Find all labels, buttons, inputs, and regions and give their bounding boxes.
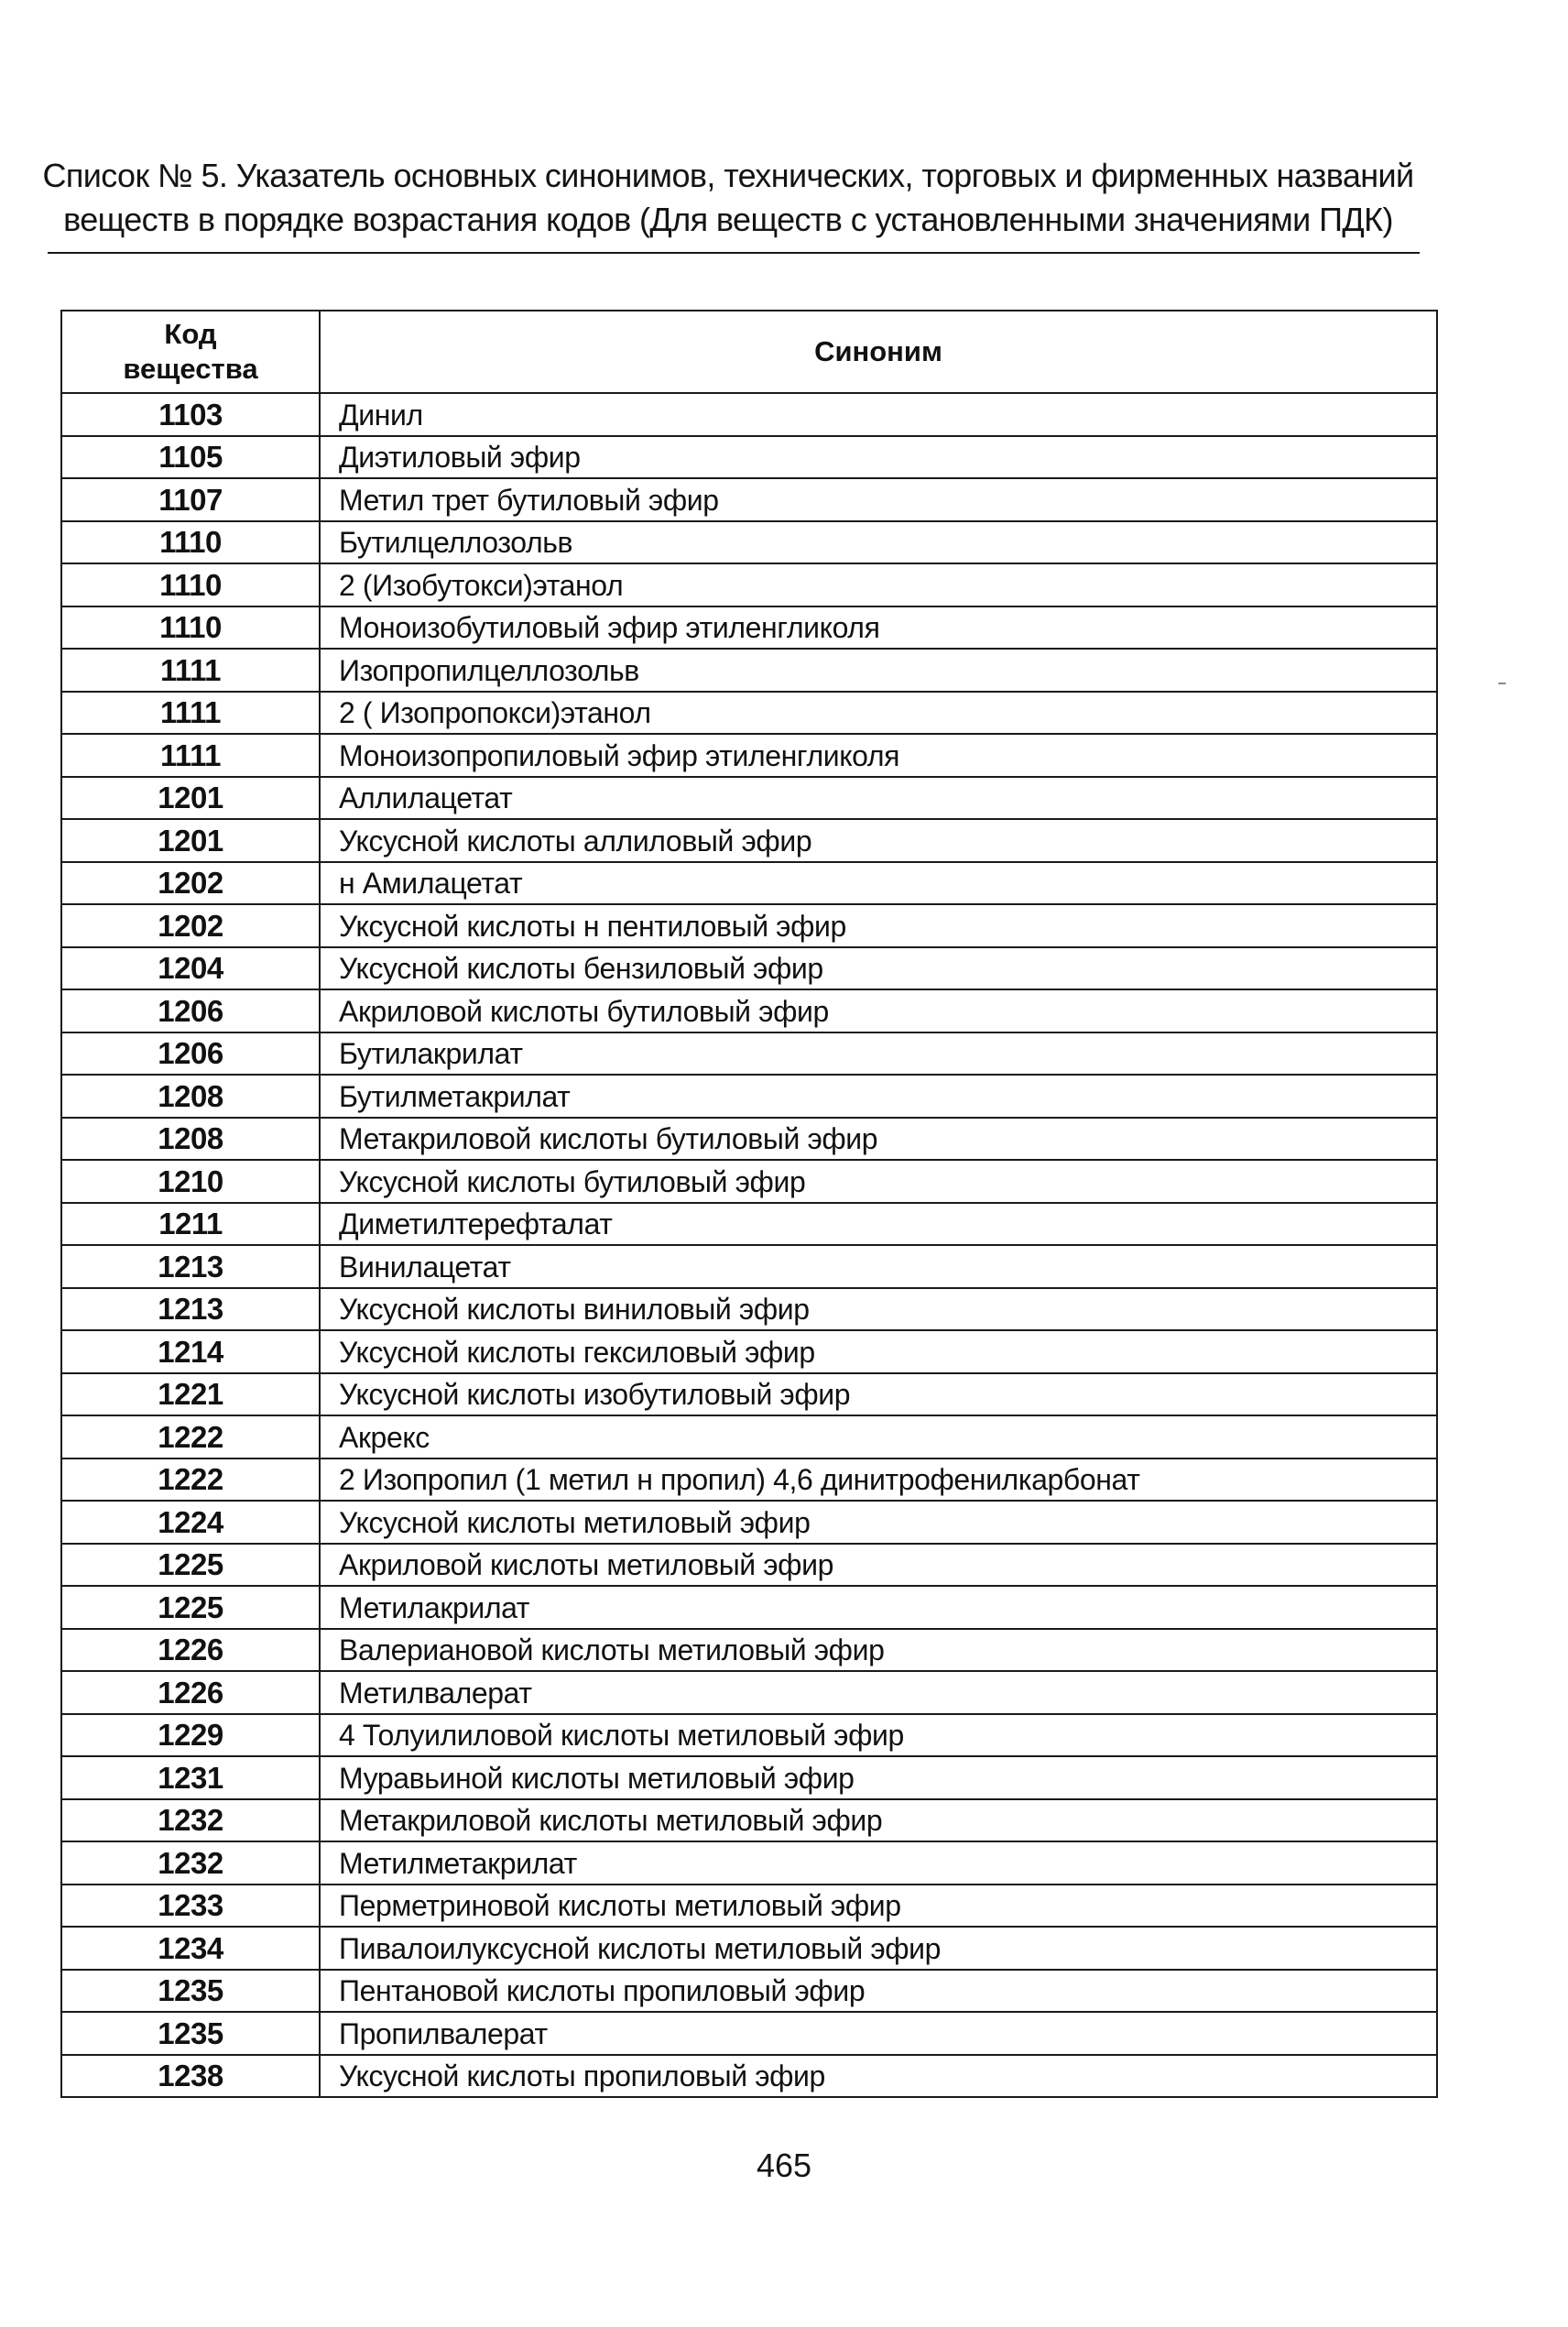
substance-code-cell: 1110 [61, 521, 320, 564]
table-row [61, 1203, 1437, 1246]
header-code-line-1: Код [164, 318, 217, 350]
synonym-cell: Валериановой кислоты метиловый эфир [320, 1629, 1437, 1672]
substance-code-cell: 1232 [61, 1841, 320, 1885]
table-row [61, 1415, 1437, 1458]
synonym-cell: 4 Толуилиловой кислоты метиловый эфир [320, 1714, 1437, 1757]
substance-code-cell: 1234 [61, 1927, 320, 1970]
table-row [61, 606, 1437, 650]
synonym-cell: Перметриновой кислоты метиловый эфир [320, 1885, 1437, 1928]
substance-code-cell: 1206 [61, 1032, 320, 1076]
table-row [61, 1245, 1437, 1288]
synonym-cell: Уксусной кислоты метиловый эфир [320, 1501, 1437, 1544]
synonym-table [60, 310, 1438, 2098]
synonym-cell: Уксусной кислоты бензиловый эфир [320, 947, 1437, 990]
table-row [61, 1756, 1437, 1799]
substance-code-cell: 1213 [61, 1288, 320, 1331]
synonym-cell: Метилвалерат [320, 1671, 1437, 1714]
substance-code-cell: 1202 [61, 904, 320, 947]
synonym-cell: Моноизопропиловый эфир этиленгликоля [320, 734, 1437, 777]
substance-code-cell: 1238 [61, 2055, 320, 2098]
table-row [61, 1927, 1437, 1970]
table-row [61, 1544, 1437, 1587]
synonym-cell: Уксусной кислоты н пентиловый эфир [320, 904, 1437, 947]
synonym-cell: Акриловой кислоты метиловый эфир [320, 1544, 1437, 1587]
synonym-cell: Уксусной кислоты изобутиловый эфир [320, 1373, 1437, 1416]
page-number: 465 [756, 2147, 812, 2184]
substance-code-cell: 1110 [61, 563, 320, 606]
table-row [61, 1714, 1437, 1757]
synonym-cell: Бутилцеллозольв [320, 521, 1437, 564]
table-row [61, 1841, 1437, 1885]
synonym-cell: 2 (Изобутокси)этанол [320, 563, 1437, 606]
substance-code-cell: 1208 [61, 1075, 320, 1118]
substance-code-cell: 1201 [61, 819, 320, 862]
synonym-cell: Акриловой кислоты бутиловый эфир [320, 989, 1437, 1032]
table-row [61, 563, 1437, 606]
synonym-cell: Аллилацетат [320, 777, 1437, 820]
substance-code-cell: 1222 [61, 1458, 320, 1502]
table-row [61, 436, 1437, 479]
header-code-line-2: вещества [123, 353, 258, 385]
substance-code-cell: 1221 [61, 1373, 320, 1416]
substance-code-cell: 1202 [61, 862, 320, 905]
synonym-cell: Уксусной кислоты аллиловый эфир [320, 819, 1437, 862]
substance-code-cell: 1103 [61, 393, 320, 436]
synonym-cell: Винилацетат [320, 1245, 1437, 1288]
substance-code-cell: 1214 [61, 1330, 320, 1373]
synonym-cell: Уксусной кислоты бутиловый эфир [320, 1160, 1437, 1203]
substance-code-cell: 1226 [61, 1629, 320, 1672]
substance-code-cell: 1233 [61, 1885, 320, 1928]
table-row [61, 1885, 1437, 1928]
substance-code-cell: 1226 [61, 1671, 320, 1714]
table-row [61, 989, 1437, 1032]
substance-code-cell: 1201 [61, 777, 320, 820]
synonym-cell: Диметилтерефталат [320, 1203, 1437, 1246]
substance-code-cell: 1222 [61, 1415, 320, 1458]
table-row [61, 521, 1437, 564]
table-row [61, 819, 1437, 862]
synonym-cell: Метил трет бутиловый эфир [320, 478, 1437, 521]
substance-code-cell: 1111 [61, 649, 320, 692]
synonym-cell: Муравьиной кислоты метиловый эфир [320, 1756, 1437, 1799]
substance-code-cell: 1204 [61, 947, 320, 990]
synonym-cell: Бутилметакрилат [320, 1075, 1437, 1118]
page-title-line-2: веществ в порядке возрастания кодов (Для веществ с установленными значениями ПДК) [63, 201, 1393, 238]
table-row [61, 1458, 1437, 1502]
substance-code-cell: 1231 [61, 1756, 320, 1799]
synonym-cell: Пропилвалерат [320, 2012, 1437, 2055]
header-synonym: Синоним [320, 311, 1437, 393]
header-code [61, 311, 320, 393]
scan-artifact [1498, 683, 1506, 684]
synonym-cell: 2 Изопропил (1 метил н пропил) 4,6 динитрофенилкарбонат [320, 1458, 1437, 1502]
page-title [37, 154, 1420, 242]
substance-code-cell: 1211 [61, 1203, 320, 1246]
substance-code-cell: 1235 [61, 2012, 320, 2055]
synonym-cell: Уксусной кислоты гексиловый эфир [320, 1330, 1437, 1373]
table-row [61, 692, 1437, 735]
synonym-cell: Метилакрилат [320, 1586, 1437, 1629]
table-row [61, 1288, 1437, 1331]
synonym-table-container [60, 310, 1436, 2098]
synonym-cell: Метилметакрилат [320, 1841, 1437, 1885]
table-row [61, 1160, 1437, 1203]
synonym-cell: Уксусной кислоты виниловый эфир [320, 1288, 1437, 1331]
substance-code-cell: 1111 [61, 734, 320, 777]
substance-code-cell: 1206 [61, 989, 320, 1032]
synonym-cell: Моноизобутиловый эфир этиленгликоля [320, 606, 1437, 650]
table-row [61, 2055, 1437, 2098]
table-row [61, 1501, 1437, 1544]
synonym-cell: Метакриловой кислоты бутиловый эфир [320, 1118, 1437, 1161]
table-header-row [61, 311, 1437, 393]
synonym-cell: Пивалоилуксусной кислоты метиловый эфир [320, 1927, 1437, 1970]
table-row [61, 1671, 1437, 1714]
substance-code-cell: 1105 [61, 436, 320, 479]
substance-code-cell: 1210 [61, 1160, 320, 1203]
substance-code-cell: 1232 [61, 1799, 320, 1842]
title-underline [48, 252, 1420, 254]
substance-code-cell: 1225 [61, 1586, 320, 1629]
substance-code-cell: 1224 [61, 1501, 320, 1544]
synonym-cell: Диэтиловый эфир [320, 436, 1437, 479]
table-row [61, 1075, 1437, 1118]
substance-code-cell: 1110 [61, 606, 320, 650]
table-row [61, 1970, 1437, 2013]
synonym-cell: Бутилакрилат [320, 1032, 1437, 1076]
table-row [61, 1799, 1437, 1842]
substance-code-cell: 1111 [61, 692, 320, 735]
table-row [61, 393, 1437, 436]
table-body [61, 393, 1437, 2097]
substance-code-cell: 1208 [61, 1118, 320, 1161]
synonym-cell: Уксусной кислоты пропиловый эфир [320, 2055, 1437, 2098]
table-row [61, 904, 1437, 947]
table-row [61, 947, 1437, 990]
page-title-line-1: Список № 5. Указатель основных синонимов, технических, торговых и фирменных названий [42, 157, 1414, 194]
table-row [61, 777, 1437, 820]
table-row [61, 2012, 1437, 2055]
table-row [61, 649, 1437, 692]
substance-code-cell: 1225 [61, 1544, 320, 1587]
substance-code-cell: 1229 [61, 1714, 320, 1757]
synonym-cell: Метакриловой кислоты метиловый эфир [320, 1799, 1437, 1842]
synonym-cell: Пентановой кислоты пропиловый эфир [320, 1970, 1437, 2013]
table-row [61, 1629, 1437, 1672]
table-row [61, 862, 1437, 905]
table-row [61, 1373, 1437, 1416]
substance-code-cell: 1235 [61, 1970, 320, 2013]
substance-code-cell: 1107 [61, 478, 320, 521]
synonym-cell: Динил [320, 393, 1437, 436]
table-row [61, 1118, 1437, 1161]
table-row [61, 1330, 1437, 1373]
substance-code-cell: 1213 [61, 1245, 320, 1288]
synonym-cell: 2 ( Изопропокси)этанол [320, 692, 1437, 735]
table-row [61, 1032, 1437, 1076]
table-row [61, 1586, 1437, 1629]
synonym-cell: Изопропилцеллозольв [320, 649, 1437, 692]
synonym-cell: Акрекс [320, 1415, 1437, 1458]
table-row [61, 734, 1437, 777]
synonym-cell: н Амилацетат [320, 862, 1437, 905]
table-row [61, 478, 1437, 521]
